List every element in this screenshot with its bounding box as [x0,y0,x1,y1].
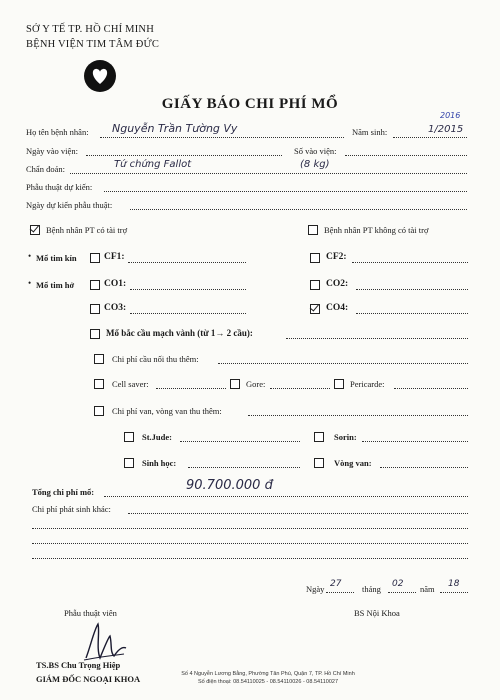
bypass-line [286,338,468,339]
co2-checkbox[interactable] [310,280,320,290]
month-line [388,592,416,593]
cf1-label: CF1: [104,252,125,262]
document-title: GIẤY BÁO CHI PHÍ MỔ [161,96,339,112]
birth-year-value: 1/2015 [428,124,464,135]
st-jude-label: St.Jude: [142,432,172,442]
co1-label: CO1: [104,279,127,289]
pericarde-checkbox[interactable] [334,379,344,389]
st-jude-line [180,441,300,442]
stamp-name: TS.BS Chu Trọng Hiệp [36,660,121,670]
st-jude-checkbox[interactable] [124,432,134,442]
diagnosis-value: Tứ chứng Fallot [114,159,192,170]
total-cost-line [104,496,468,497]
footer-contact [158,670,378,686]
co4-line [356,313,468,314]
bypass-checkbox[interactable] [90,329,100,339]
biological-label: Sinh học: [142,458,177,468]
gore-checkbox[interactable] [230,379,240,389]
unsponsored-label: Bệnh nhân PT không có tài trợ [324,225,429,235]
co4-checkbox[interactable] [310,304,320,314]
bypass-extra-line [218,363,468,364]
patient-name-line [100,137,344,138]
patient-name-value: Nguyễn Trần Tường Vy [112,122,238,135]
co2-line [356,289,468,290]
header-department: SỞ Y TẾ TP. HỒ CHÍ MINH [26,24,154,35]
unsponsored-checkbox[interactable] [308,225,318,235]
sponsored-label: Bệnh nhân PT có tài trợ [46,225,128,235]
birth-year-line [393,137,467,138]
ring-label: Vòng van: [334,458,372,468]
sorin-line [362,441,468,442]
co3-checkbox[interactable] [90,304,100,314]
extra-cost-label: Chi phí phát sinh khác: [32,504,111,514]
cell-saver-line [156,388,226,389]
admission-number-line [345,155,467,156]
birth-year-label: Năm sinh: [352,127,388,137]
footer-address: Số 4 Nguyễn Lương Bằng, Phường Tân Phú, Quận 7, TP. Hồ Chí Minh [181,671,355,677]
bypass-label: Mổ bắc cầu mạch vành (từ 1→ 2 cầu): [106,328,253,338]
expected-surgery-line [104,191,467,192]
valve-extra-line [248,415,468,416]
cf2-line [352,262,468,263]
closed-heart-label: Mổ tim kín [36,253,77,263]
footer-phones: Số điện thoại: 08.54110025 - 08.54110026 - 08.54110027 [197,679,339,685]
cf2-checkbox[interactable] [310,253,320,263]
sorin-checkbox[interactable] [314,432,324,442]
admission-date-line [86,155,282,156]
pericarde-label: Pericarde: [350,379,385,389]
cell-saver-label: Cell saver: [112,379,149,389]
internist-label: BS Nội Khoa [354,608,400,618]
diagnosis-label: Chẩn đoán: [26,164,65,174]
cf1-line [128,262,246,263]
bypass-extra-label: Chi phí cầu nối thu thêm: [112,354,199,364]
extra-cost-line-4 [32,558,468,559]
birth-year-correction: 2016 [440,111,461,120]
month-value: 02 [392,579,404,589]
co1-checkbox[interactable] [90,280,100,290]
total-cost-label: Tổng chi phí mổ: [32,487,95,497]
extra-cost-line-2 [32,528,468,529]
gore-label: Gore: [246,379,266,389]
cf1-checkbox[interactable] [90,253,100,263]
surgeon-signature [80,618,130,664]
surgeon-label: Phẫu thuật viên [64,608,117,618]
ring-line [380,467,468,468]
sorin-label: Sorin: [334,432,357,442]
biological-line [188,467,300,468]
day-label: Ngày [306,584,325,594]
valve-extra-checkbox[interactable] [94,406,104,416]
year-value: 18 [448,579,460,589]
admission-number-label: Số vào viện: [294,146,337,156]
extra-cost-line-3 [32,543,468,544]
valve-extra-label: Chi phí van, vòng van thu thêm: [112,406,222,416]
hospital-header [26,22,159,52]
total-cost-value: 90.700.000 đ [186,478,273,493]
co1-line [130,289,246,290]
pericarde-line [394,388,468,389]
co3-label: CO3: [104,303,127,313]
surgery-date-line [130,209,467,210]
day-line [326,592,354,593]
cf2-label: CF2: [326,252,347,262]
header-hospital: BỆNH VIỆN TIM TÂM ĐỨC [26,39,160,50]
ring-checkbox[interactable] [314,458,324,468]
year-label: năm [420,584,435,594]
biological-checkbox[interactable] [124,458,134,468]
stamp-title: GIÁM ĐỐC NGOẠI KHOA [36,674,141,684]
patient-name-label: Họ tên bệnh nhân: [26,127,89,137]
bullet-icon: • [28,278,32,288]
admission-date-label: Ngày vào viện: [26,146,78,156]
hospital-logo [76,56,124,96]
cell-saver-checkbox[interactable] [94,379,104,389]
extra-cost-line-1 [128,513,468,514]
sponsored-checkbox[interactable] [30,225,40,235]
gore-line [270,388,330,389]
surgery-date-label: Ngày dự kiến phẫu thuật: [26,200,113,210]
open-heart-label: Mổ tim hở [36,280,75,290]
diagnosis-line [70,173,467,174]
co3-line [130,313,246,314]
weight-value: (8 kg) [300,159,330,170]
bullet-icon: • [28,251,32,261]
year-line [440,592,468,593]
co4-label: CO4: [326,303,349,313]
co2-label: CO2: [326,279,349,289]
expected-surgery-label: Phẫu thuật dự kiến: [26,182,93,192]
day-value: 27 [330,579,342,589]
month-label: tháng [362,584,381,594]
bypass-extra-checkbox[interactable] [94,354,104,364]
